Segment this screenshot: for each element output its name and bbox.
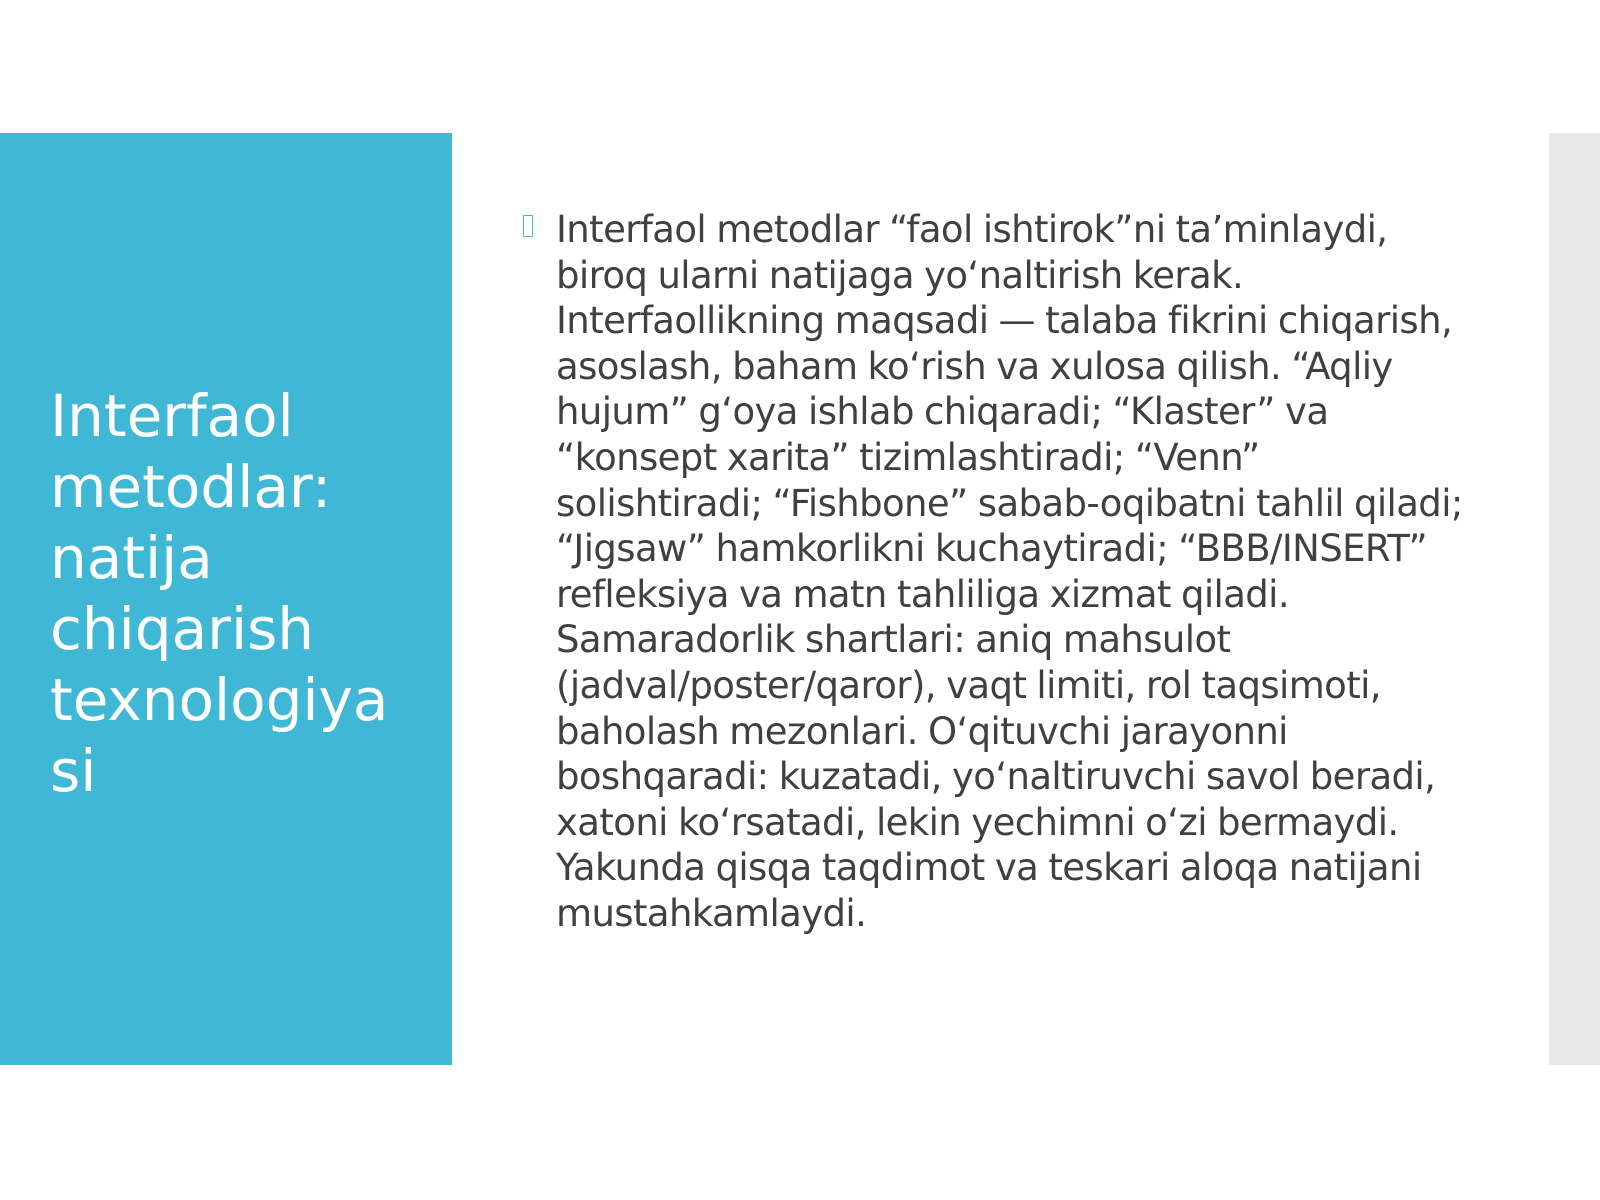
slide-title: Interfaol metodlar: natija chiqarish texnologiya si [50,382,389,805]
content-area [520,207,1465,937]
right-accent-bar [1549,133,1600,1065]
box-bullet-icon [523,215,533,237]
bullet-item [520,207,1465,937]
bullet-text: Interfaol metodlar “faol ishtirok”ni ta’minlaydi, biroq ularni natijaga yo‘naltirish kerak. Interfaollikning maqsadi — talaba fikrini chiqarish, asoslash, baham ko‘rish va xulosa qilish. “Aqliy hujum” g‘oya ishlab chiqaradi; “Klaster” va “konsept xarita” tizimlashtiradi; “Venn” solishtiradi; “Fishbone” sabab-oqibatni tahlil qiladi; “Jigsaw” hamkorlikni kuchaytiradi; “BBB/INSERT” refleksiya va matn tahliliga xizmat qiladi. Samaradorlik shartlari: aniq mahsulot (jadval/poster/qaror), vaqt limiti, rol taqsimoti, baholash mezonlari. O‘qituvchi jarayonni boshqaradi: kuzatadi, yo‘naltiruvchi savol beradi, xatoni ko‘rsatadi, lekin yechimni o‘zi bermaydi. Yakunda qisqa taqdimot va teskari aloqa natijani mustahkamlaydi. [556,208,1463,935]
